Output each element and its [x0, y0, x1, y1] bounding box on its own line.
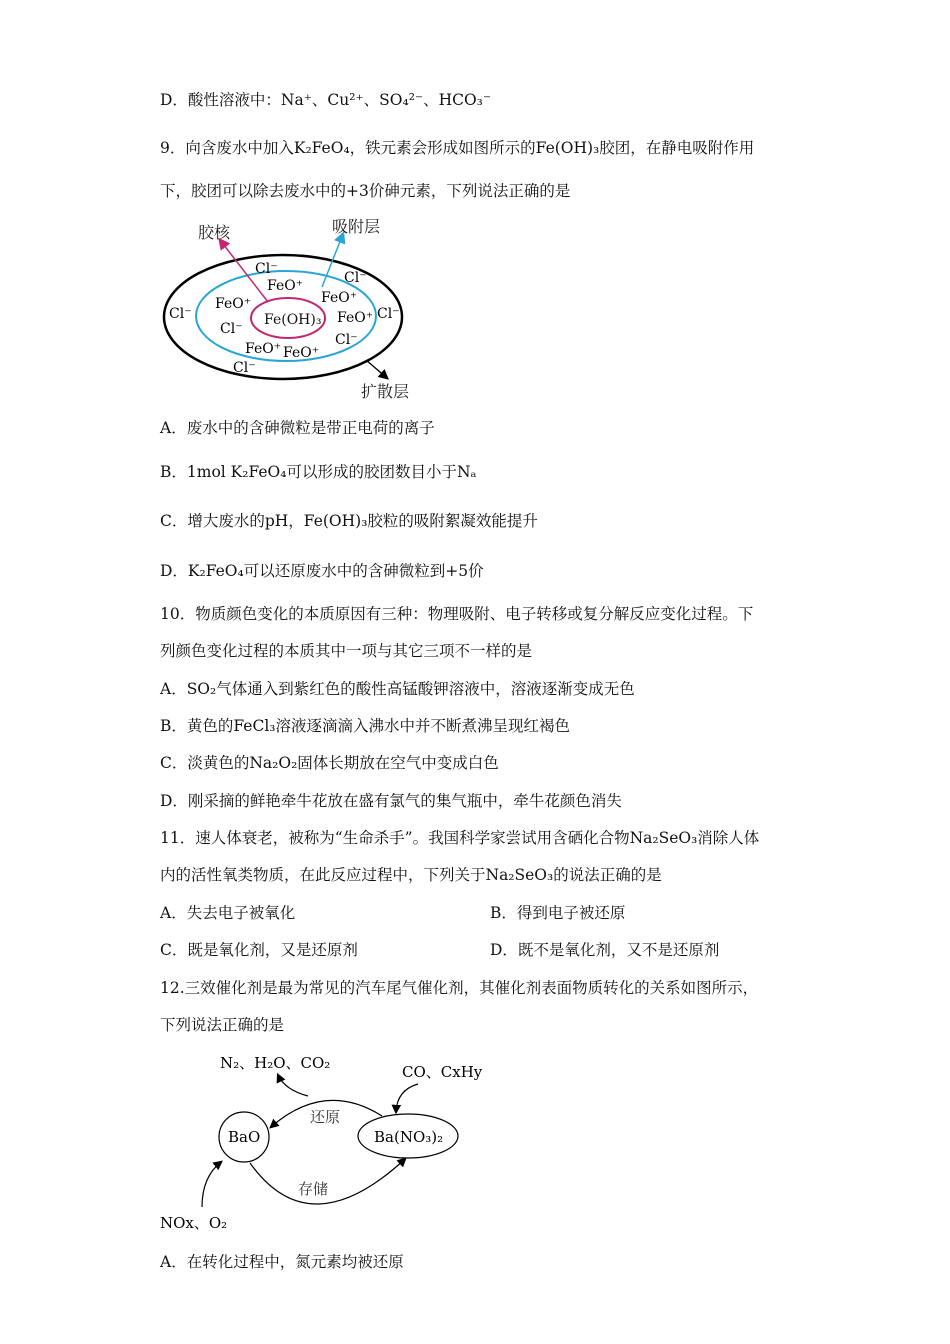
q9-stem-line2: 下，胶团可以除去废水中的+3价砷元素，下列说法正确的是 — [160, 182, 571, 200]
ion-cl-top-right: Cl⁻ — [344, 270, 367, 286]
q8-option-d: D．酸性溶液中：Na⁺、Cu²⁺、SO₄²⁻、HCO₃⁻ — [160, 91, 492, 109]
q10-option-b: B．黄色的FeCl₃溶液逐滴滴入沸水中并不断煮沸呈现红褐色 — [160, 717, 571, 735]
products-label: N₂、H₂O、CO₂ — [220, 1054, 331, 1072]
ion-feo-upper-right: FeO⁺ — [321, 290, 358, 306]
products-arrow — [278, 1075, 308, 1096]
ion-feo-bottom-left: FeO⁺ — [245, 341, 282, 357]
ion-cl-far-left: Cl⁻ — [169, 306, 192, 322]
label-adsorption: 吸附层 — [332, 217, 381, 236]
q10-stem-line2: 列颜色变化过程的本质其中一项与其它三项不一样的是 — [160, 642, 533, 660]
q9-stem-line1: 9．向含废水中加入K₂FeO₄，铁元素会形成如图所示的Fe(OH)₃胶团，在静电吸附作用 — [160, 139, 755, 157]
q10-option-d: D．刚采摘的鲜艳牵牛花放在盛有氯气的集气瓶中，牵牛花颜色消失 — [160, 792, 622, 810]
q9-option-c: C．增大废水的pH，Fe(OH)₃胶粒的吸附絮凝效能提升 — [160, 512, 538, 530]
q9-option-b: B．1mol K₂FeO₄可以形成的胶团数目小于Nₐ — [160, 463, 477, 481]
ion-cl-top: Cl⁻ — [255, 261, 278, 277]
q12-option-a: A．在转化过程中，氮元素均被还原 — [160, 1253, 404, 1271]
q11-option-a: A．失去电子被氧化 — [160, 904, 296, 922]
ion-cl-inner-left: Cl⁻ — [220, 321, 243, 337]
diffusion-pointer-arrow — [366, 360, 387, 378]
reductants-label: CO、CxHy — [402, 1063, 483, 1081]
label-diffusion: 扩散层 — [361, 382, 410, 401]
label-core: 胶核 — [198, 223, 231, 242]
reactants-label: NOx、O₂ — [160, 1214, 228, 1232]
q11-stem-line1: 11．速人体衰老，被称为“生命杀手”。我国科学家尝试用含硒化合物Na₂SeO₃消除人体 — [160, 829, 760, 847]
q10-stem-line1: 10．物质颜色变化的本质原因有三种：物理吸附、电子转移或复分解反应变化过程。下 — [160, 605, 754, 623]
reactants-arrow — [202, 1162, 221, 1207]
q11-option-d: D．既不是氧化剂，又不是还原剂 — [490, 941, 720, 959]
ion-feo-bottom: FeO⁺ — [283, 345, 320, 361]
core-formula: Fe(OH)₃ — [264, 312, 322, 328]
q10-option-a: A．SO₂气体通入到紫红色的酸性高锰酸钾溶液中，溶液逐渐变成无色 — [160, 680, 635, 698]
reductants-arrow — [396, 1084, 418, 1112]
q11-option-c: C．既是氧化剂，又是还原剂 — [160, 941, 358, 959]
bao-label: BaO — [228, 1128, 261, 1146]
catalyst-cycle-diagram — [150, 1042, 510, 1242]
q9-option-a: A．废水中的含砷微粒是带正电荷的离子 — [160, 419, 435, 437]
reduction-label: 还原 — [310, 1108, 341, 1126]
q10-option-c: C．淡黄色的Na₂O₂固体长期放在空气中变成白色 — [160, 754, 499, 772]
q12-stem-line1: 12.三效催化剂是最为常见的汽车尾气催化剂，其催化剂表面物质转化的关系如图所示， — [160, 979, 759, 997]
ba-nitrate-label: Ba(NO₃)₂ — [374, 1128, 444, 1146]
colloid-micelle-diagram — [160, 212, 420, 412]
ion-feo-left: FeO⁺ — [215, 296, 252, 312]
ion-feo-top: FeO⁺ — [267, 278, 304, 294]
q12-stem-line2: 下列说法正确的是 — [160, 1016, 285, 1034]
ion-cl-lower-right: Cl⁻ — [335, 332, 358, 348]
ion-feo-right: FeO⁺ — [337, 310, 374, 326]
ion-cl-far-right: Cl⁻ — [377, 306, 400, 322]
q11-stem-line2: 内的活性氧类物质，在此反应过程中，下列关于Na₂SeO₃的说法正确的是 — [160, 866, 662, 884]
storage-label: 存储 — [298, 1180, 329, 1198]
q11-option-b: B．得到电子被还原 — [490, 904, 626, 922]
q9-option-d: D．K₂FeO₄可以还原废水中的含砷微粒到+5价 — [160, 562, 484, 580]
ion-cl-bottom: Cl⁻ — [233, 360, 256, 376]
